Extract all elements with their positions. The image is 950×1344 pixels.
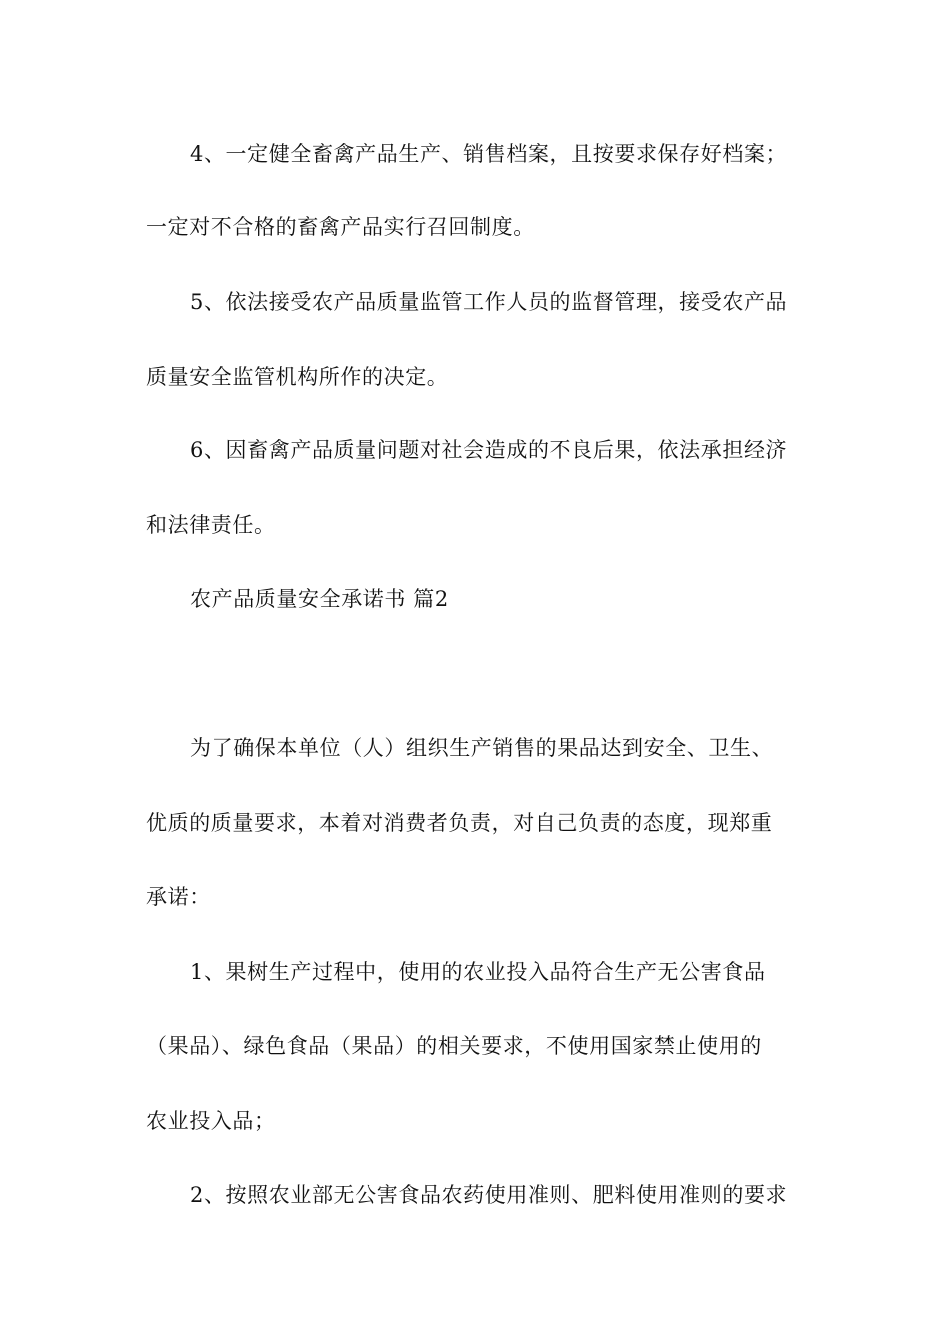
paragraph-6-line-2: 和法律责任。 (146, 513, 276, 537)
item-1-line-2: （果品）、绿色食品（果品）的相关要求，不使用国家禁止使用的 (146, 1034, 762, 1058)
intro-line-1: 为了确保本单位（人）组织生产销售的果品达到安全、卫生、 (190, 736, 774, 760)
intro-line-2: 优质的质量要求，本着对消费者负责，对自己负责的态度，现郑重 (146, 811, 773, 835)
paragraph-4-line-2: 一定对不合格的畜禽产品实行召回制度。 (146, 215, 535, 239)
item-2-line-1: 2、按照农业部无公害食品农药使用准则、肥料使用准则的要求 (190, 1183, 788, 1207)
item-1-line-1: 1、果树生产过程中，使用的农业投入品符合生产无公害食品 (190, 960, 766, 984)
paragraph-5-line-1: 5、依法接受农产品质量监管工作人员的监督管理，接受农产品 (190, 290, 788, 314)
item-1-line-3: 农业投入品； (146, 1109, 276, 1133)
paragraph-6-line-1: 6、因畜禽产品质量问题对社会造成的不良后果，依法承担经济 (190, 438, 788, 462)
intro-line-3: 承诺： (146, 885, 211, 909)
paragraph-5-line-2: 质量安全监管机构所作的决定。 (146, 365, 449, 389)
paragraph-4-line-1: 4、一定健全畜禽产品生产、销售档案，且按要求保存好档案； (190, 142, 788, 166)
section-heading: 农产品质量安全承诺书 篇2 (190, 587, 449, 611)
